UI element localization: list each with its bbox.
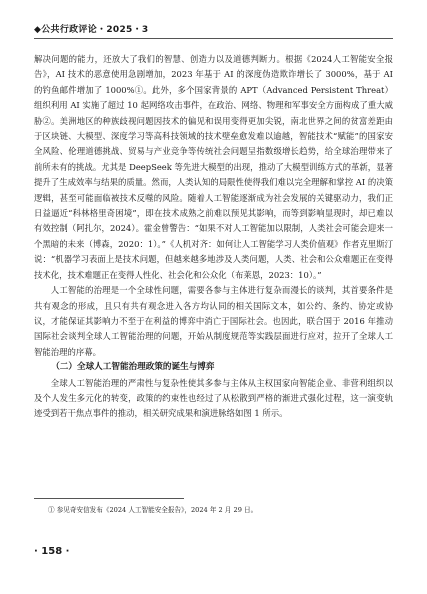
article-body: [34, 52, 393, 422]
body-paragraph: 人工智能的治理是一个全球性问题，需要各参与主体进行复杂而漫长的谈判，其首要条件是共有观念的形成，且只有共有观念进入各方均认同的相关国际文本，如公约、条约、协定或协议，才能保证其影响力不至于在利益的博弈中消亡于国际社会。也因此，联合国于 2016 年推动国际社会谈判全球人工智能治理的问题，开始从制度规范等实践层面进行应对，拉开了全球人工智能治理的序幕。: [34, 285, 393, 357]
body-paragraph: 全球人工智能治理的严肃性与复杂性使其多参与主体从主权国家向智能企业、非营利组织以及个人发生多元化的转变，政策的约束性也经过了从松散到严格的渐进式强化过程，这一演变轨迹受到若干焦点事件的推动，相关研究成果和演进脉络如图 1 所示。: [34, 377, 393, 419]
footnote-divider: [34, 498, 184, 499]
journal-header: ◆公共行政评论・2025・3: [34, 25, 149, 35]
footnote: ① 参见奇安信发布《2024 人工智能安全报告》，2024 年 2 月 29 日。: [48, 506, 258, 514]
body-paragraph: 解决问题的能力，还放大了我们的智慧、创造力以及道德判断力。根据《2024人工智能安全报告》，AI 技术的恶意使用急剧增加，2023 年基于 AI 的深度伪造欺诈增长了 3000%，基于 AI 的钓鱼邮件增加了 1000%①。此外，多个国家背景的 APT（Advanced Persistent Threat）组织利用 AI 实施了超过 10 起网络攻击事件，在政治、网络、物理和军事安全方面构成了重大威胁②。美洲地区的种族歧视问题因技术的偏见和误用变得更加尖锐，南北世界之间的贫富差距由于区块链、大模型、深度学习等高科技领域的技术壁垒愈发难以逾越，智能技术“赋能”的国家安全风险、伦理道德挑战、贸易与产业竞争等传统社会问题呈指数级增长趋势，给全球治理带来了前所未有的挑战。尤其是 DeepSeek 等先进大模型的出现，推动了大模型训练方式的革新，显著提升了生成效率与结果的质量。然而，人类认知的局限性使得我们难以完全理解和掌控 AI 的决策逻辑，甚至可能面临被技术反噬的风险。随着人工智能逐渐成为社会发展的关键驱动力，我们正日益逼近“科林格里奇困境”，即在技术成熟之前难以预见其影响，而等到影响显现时，却已难以有效控制（阿扎尔，2024）。霍金曾警告：“如果不对人工智能加以限制，人类社会可能会迎来一个黑暗的未来（博森，2020：1）。”《人机对齐：如何让人工智能学习人类价值观》作者克里斯汀说：“机器学习表面上是技术问题，但越来越多地涉及人类问题，人类、社会和公众难题正在变得技术化，技术难题正在变得人性化、社会化和公众化（布莱恩，2023：10）。”: [34, 54, 393, 280]
page-number: · 158 ·: [34, 546, 70, 557]
section-heading: （二）全球人工智能治理政策的诞生与博弈: [51, 362, 215, 373]
header-divider: [34, 38, 393, 39]
